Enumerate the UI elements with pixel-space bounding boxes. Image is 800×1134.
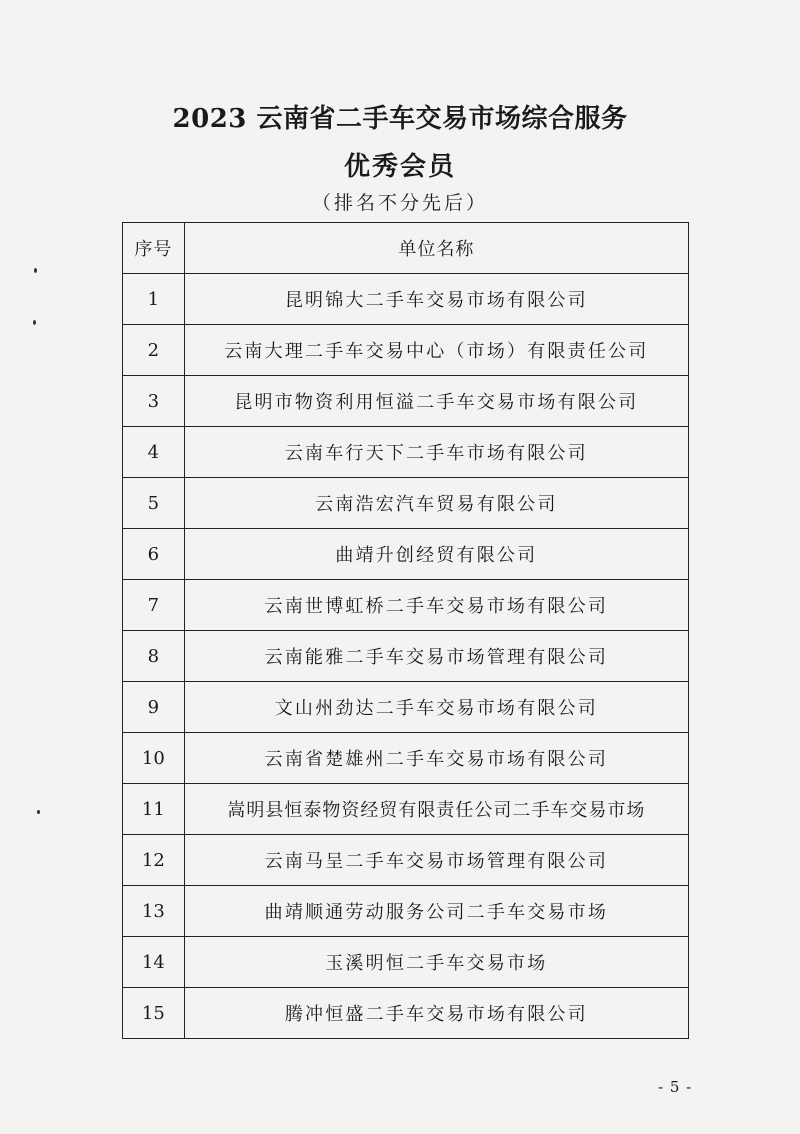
table-row	[123, 988, 689, 1039]
table-row	[123, 682, 689, 733]
table-row	[123, 274, 689, 325]
row-number: 14	[123, 937, 185, 988]
table-row	[123, 376, 689, 427]
header-name: 单位名称	[184, 223, 688, 274]
row-name: 昆明锦大二手车交易市场有限公司	[184, 274, 688, 325]
header-number: 序号	[123, 223, 185, 274]
row-name: 曲靖顺通劳动服务公司二手车交易市场	[184, 886, 688, 937]
row-number: 10	[123, 733, 185, 784]
member-table	[122, 222, 689, 1039]
page-subtitle: 优秀会员	[343, 152, 456, 182]
row-number: 7	[123, 580, 185, 631]
row-number: 9	[123, 682, 185, 733]
row-number: 15	[123, 988, 185, 1039]
table-row	[123, 835, 689, 886]
table-row	[123, 529, 689, 580]
page-title: 2023 云南省二手车交易市场综合服务	[172, 104, 628, 134]
table-row	[123, 325, 689, 376]
scan-speck	[37, 810, 40, 814]
row-name: 曲靖升创经贸有限公司	[184, 529, 688, 580]
row-name: 昆明市物资利用恒溢二手车交易市场有限公司	[184, 376, 688, 427]
table-row	[123, 631, 689, 682]
table-row	[123, 733, 689, 784]
row-name: 云南能雅二手车交易市场管理有限公司	[184, 631, 688, 682]
row-name: 嵩明县恒泰物资经贸有限责任公司二手车交易市场	[184, 784, 688, 835]
row-name: 云南马呈二手车交易市场管理有限公司	[184, 835, 688, 886]
page-number: - 5 -	[658, 1078, 693, 1096]
ranking-note: （排名不分先后）	[311, 192, 488, 214]
row-number: 8	[123, 631, 185, 682]
table-body	[123, 274, 689, 1039]
table-row	[123, 937, 689, 988]
row-name: 云南车行天下二手车市场有限公司	[184, 427, 688, 478]
header-row	[123, 223, 689, 274]
table-row	[123, 427, 689, 478]
table-row	[123, 886, 689, 937]
row-number: 2	[123, 325, 185, 376]
scan-speck	[33, 320, 36, 325]
row-number: 13	[123, 886, 185, 937]
row-number: 12	[123, 835, 185, 886]
table-row	[123, 478, 689, 529]
row-name: 云南浩宏汽车贸易有限公司	[184, 478, 688, 529]
row-number: 1	[123, 274, 185, 325]
table-row	[123, 580, 689, 631]
row-name: 玉溪明恒二手车交易市场	[184, 937, 688, 988]
scan-speck	[34, 268, 37, 273]
table-row	[123, 784, 689, 835]
row-name: 云南世博虹桥二手车交易市场有限公司	[184, 580, 688, 631]
row-number: 4	[123, 427, 185, 478]
row-name: 云南省楚雄州二手车交易市场有限公司	[184, 733, 688, 784]
row-name: 腾冲恒盛二手车交易市场有限公司	[184, 988, 688, 1039]
row-name: 云南大理二手车交易中心（市场）有限责任公司	[184, 325, 688, 376]
row-number: 6	[123, 529, 185, 580]
row-name: 文山州劲达二手车交易市场有限公司	[184, 682, 688, 733]
table-header	[123, 223, 689, 274]
row-number: 5	[123, 478, 185, 529]
row-number: 11	[123, 784, 185, 835]
row-number: 3	[123, 376, 185, 427]
